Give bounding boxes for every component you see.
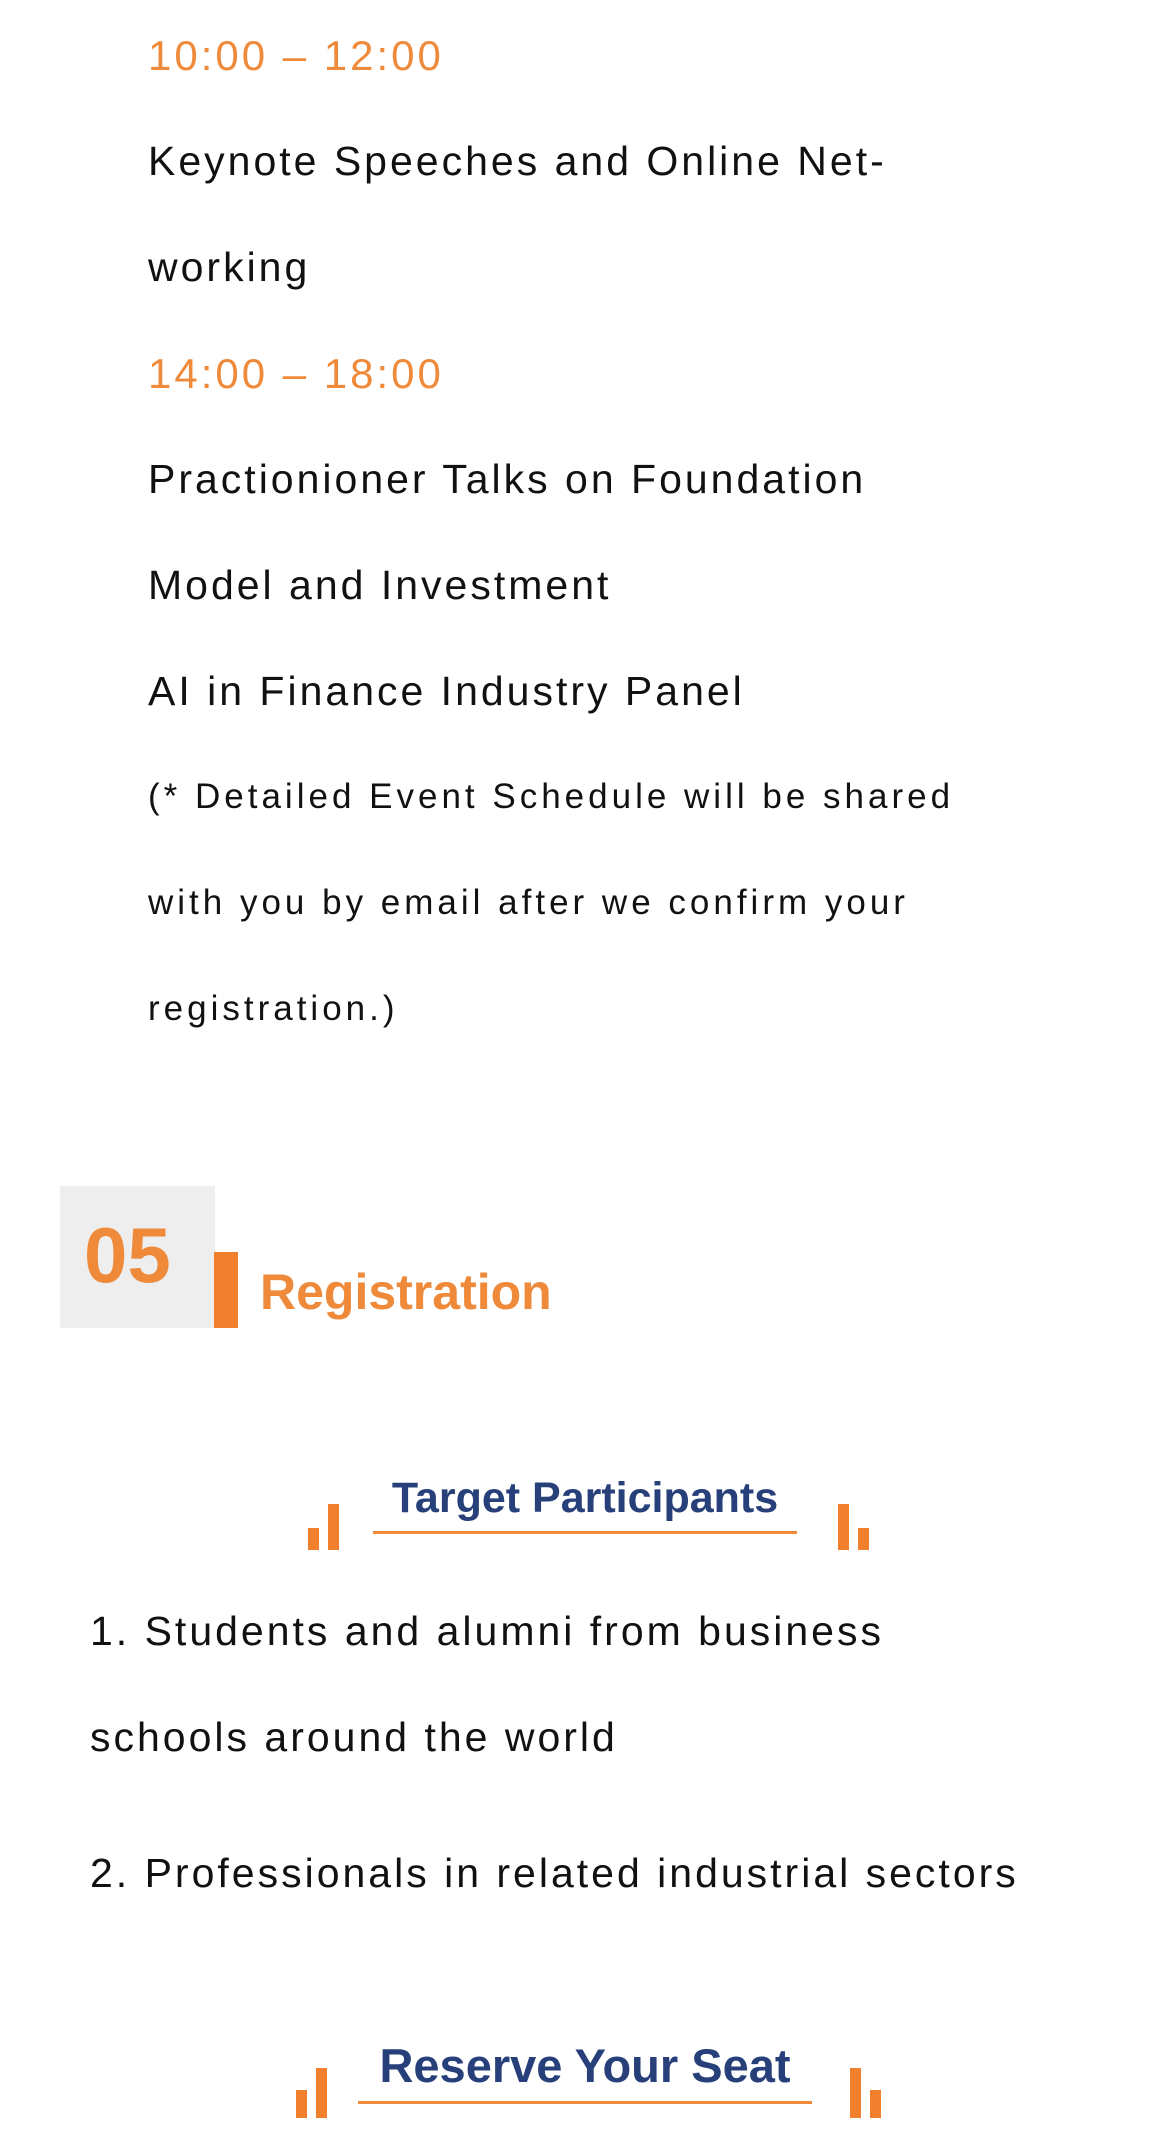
- session-1-time: 10:00 – 12:00: [148, 32, 444, 79]
- target-item-1-line-2: schools around the world: [90, 1714, 618, 1760]
- schedule-note-line-2: with you by email after we confirm your: [148, 883, 909, 922]
- target-item-2: 2. Professionals in related industrial sectors: [90, 1850, 1019, 1896]
- target-participants-title: Target Participants: [373, 1474, 797, 1534]
- target-item-1-line-1: 1. Students and alumni from business: [90, 1608, 884, 1654]
- section-title: Registration: [260, 1264, 552, 1320]
- section-number: 05: [84, 1211, 171, 1299]
- session-2-title-line-1: Practionioner Talks on Foundation: [148, 456, 867, 502]
- session-2-title-line-2: Model and Investment: [148, 562, 612, 608]
- schedule-note-line-3: registration.): [148, 989, 399, 1028]
- session-1-title-line-2: working: [148, 244, 311, 290]
- bars-right-icon: [838, 1500, 872, 1550]
- section-accent-bar: [214, 1252, 238, 1328]
- reserve-seat-heading: [0, 2038, 1170, 2104]
- reserve-seat-title: Reserve Your Seat: [358, 2038, 812, 2104]
- session-2-panel: AI in Finance Industry Panel: [148, 668, 745, 714]
- session-2-time: 14:00 – 18:00: [148, 350, 444, 397]
- bars-right-icon-2: [850, 2068, 884, 2118]
- target-participants-heading: [0, 1474, 1170, 1534]
- schedule-note-line-1: (* Detailed Event Schedule will be shared: [148, 777, 955, 816]
- session-1-title-line-1: Keynote Speeches and Online Net-: [148, 138, 887, 184]
